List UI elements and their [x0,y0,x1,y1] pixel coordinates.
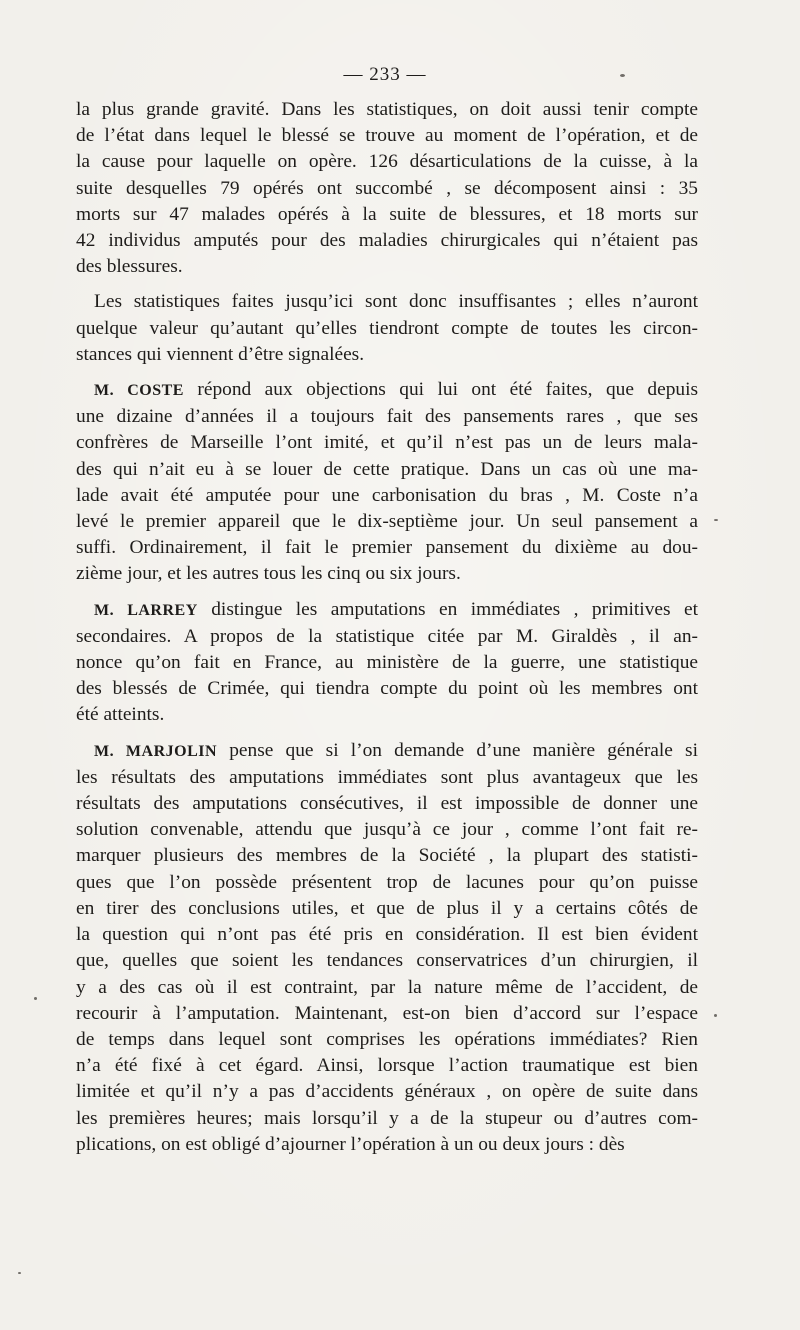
line-text: pense que si l’on demande d’une manière générale si [217,739,698,761]
text-line [76,1079,698,1105]
line-text: répond aux objections qui lui ont été faites, que depuis [183,379,699,401]
text-line [76,289,698,315]
line-text: de temps dans lequel sont comprises les opérations immédiates? Rien [76,1028,698,1050]
text-line [76,123,698,149]
text-line [76,624,698,650]
text-line [76,1053,698,1079]
text-line [76,254,698,280]
speaker-name: M. LARREY [94,601,198,619]
scan-speck [34,997,37,1000]
line-text: confrères de Marseille l’ont imité, et qu’il n’est pas un de leurs mala- [76,432,698,454]
text-line [76,509,698,535]
line-text: recourir à l’amputation. Maintenant, est-on bien d’accord sur l’espace [76,1002,698,1024]
line-text: la cause pour laquelle on opère. 126 désarticulations de la cuisse, à la [76,151,698,173]
line-text: n’a été fixé à cet égard. Ainsi, lorsque l’action traumatique est bien [76,1055,698,1077]
line-text: de l’état dans lequel le blessé se trouve au moment de l’opération, et de [76,125,698,147]
text-line [76,650,698,676]
text-line [76,843,698,869]
paragraph [76,289,698,368]
line-text: en tirer des conclusions utiles, et que de plus il y a certains côtés de [76,897,698,919]
scan-speck [714,1014,717,1017]
text-line [76,377,698,404]
line-text: limitée et qu’il n’y a pas d’accidents généraux , on opère de suite dans [76,1081,698,1103]
line-text: Les statistiques faites jusqu’ici sont donc insuffisantes ; elles n’auront [94,291,698,313]
line-text: 42 individus amputés pour des maladies chirurgicales qui n’étaient pas [76,230,698,252]
text-line [76,149,698,175]
speaker-name: M. MARJOLIN [94,742,218,760]
text-line [76,316,698,342]
line-text: résultats des amputations consécutives, il est impossible de donner une [76,793,698,815]
line-text: lade avait été amputée pour une carbonisation du bras , M. Coste n’a [76,484,698,506]
paragraph [76,97,698,280]
line-text: plications, on est obligé d’ajourner l’opération à un ou deux jours : dès [76,1133,625,1155]
text-line [76,597,698,624]
body-text [76,97,698,1167]
line-text: la plus grande gravité. Dans les statistiques, on doit aussi tenir compte [76,99,698,120]
text-line [76,975,698,1001]
paragraph [76,738,698,1158]
line-text: été atteints. [76,704,165,726]
text-line [76,430,698,456]
line-text: les résultats des amputations immédiates sont plus avantageux que les [76,766,698,788]
line-text: morts sur 47 malades opérés à la suite de blessures, et 18 morts sur [76,203,698,225]
text-line [76,791,698,817]
line-text: solution convenable, attendu que jusqu’à ce jour , comme l’ont fait re- [76,819,698,841]
line-text: distingue les amputations en immédiates , primitives et [197,598,698,620]
speaker-name: M. COSTE [94,382,184,400]
text-line [76,948,698,974]
text-line [76,535,698,561]
line-text: nonce qu’on fait en France, au ministère de la guerre, une statistique [76,652,698,674]
text-line [76,97,698,123]
text-line [76,702,698,728]
paragraph [76,377,698,588]
text-line [76,817,698,843]
line-text: ques que l’on possède présentent trop de lacunes pour qu’on puisse [76,871,698,893]
text-line [76,676,698,702]
text-line [76,1001,698,1027]
line-text: quelque valeur qu’autant qu’elles tiendront compte de toutes les circon- [76,317,698,339]
line-text: une dizaine d’années il a toujours fait des pansements rares , que ses [76,406,698,428]
text-line [76,561,698,587]
scan-speck [620,74,625,77]
line-text: les premières heures; mais lorsqu’il y a de la stupeur ou d’autres com- [76,1107,698,1129]
text-line [76,738,698,765]
text-line [76,176,698,202]
text-line [76,765,698,791]
text-line [76,922,698,948]
line-text: suffi. Ordinairement, il fait le premier pansement du dixième au dou- [76,537,698,559]
line-text: secondaires. A propos de la statistique citée par M. Giraldès , il an- [76,625,698,647]
line-text: zième jour, et les autres tous les cinq ou six jours. [76,563,461,585]
page-number: — 233 — [343,64,427,85]
text-line [76,457,698,483]
text-line [76,896,698,922]
text-line [76,202,698,228]
line-text: suite desquelles 79 opérés ont succombé , se décomposent ainsi : 35 [76,177,698,199]
text-line [76,1027,698,1053]
line-text: la question qui n’ont pas été pris en considération. Il est bien évident [76,924,698,946]
text-line [76,870,698,896]
line-text: levé le premier appareil que le dix-septième jour. Un seul pansement a [76,511,698,533]
line-text: des blessés de Crimée, qui tiendra compte du point où les membres ont [76,678,698,700]
text-line [76,483,698,509]
scan-speck [714,519,718,521]
line-text: stances qui viennent d’être signalées. [76,343,365,365]
line-text: des blessures. [76,256,183,278]
line-text: y a des cas où il est contraint, par la nature même de l’accident, de [76,976,698,998]
text-line [76,404,698,430]
line-text: des qui n’ait eu à se louer de cette pratique. Dans un cas où une ma- [76,458,698,480]
paragraph [76,597,698,729]
line-text: que, quelles que soient les tendances conservatrices d’un chirurgien, il [76,950,698,972]
text-line [76,1106,698,1132]
line-text: marquer plusieurs des membres de la Société , la plupart des statisti- [76,845,698,867]
text-line [76,228,698,254]
scan-speck [18,1272,21,1274]
text-line [76,1132,698,1158]
text-line [76,342,698,368]
